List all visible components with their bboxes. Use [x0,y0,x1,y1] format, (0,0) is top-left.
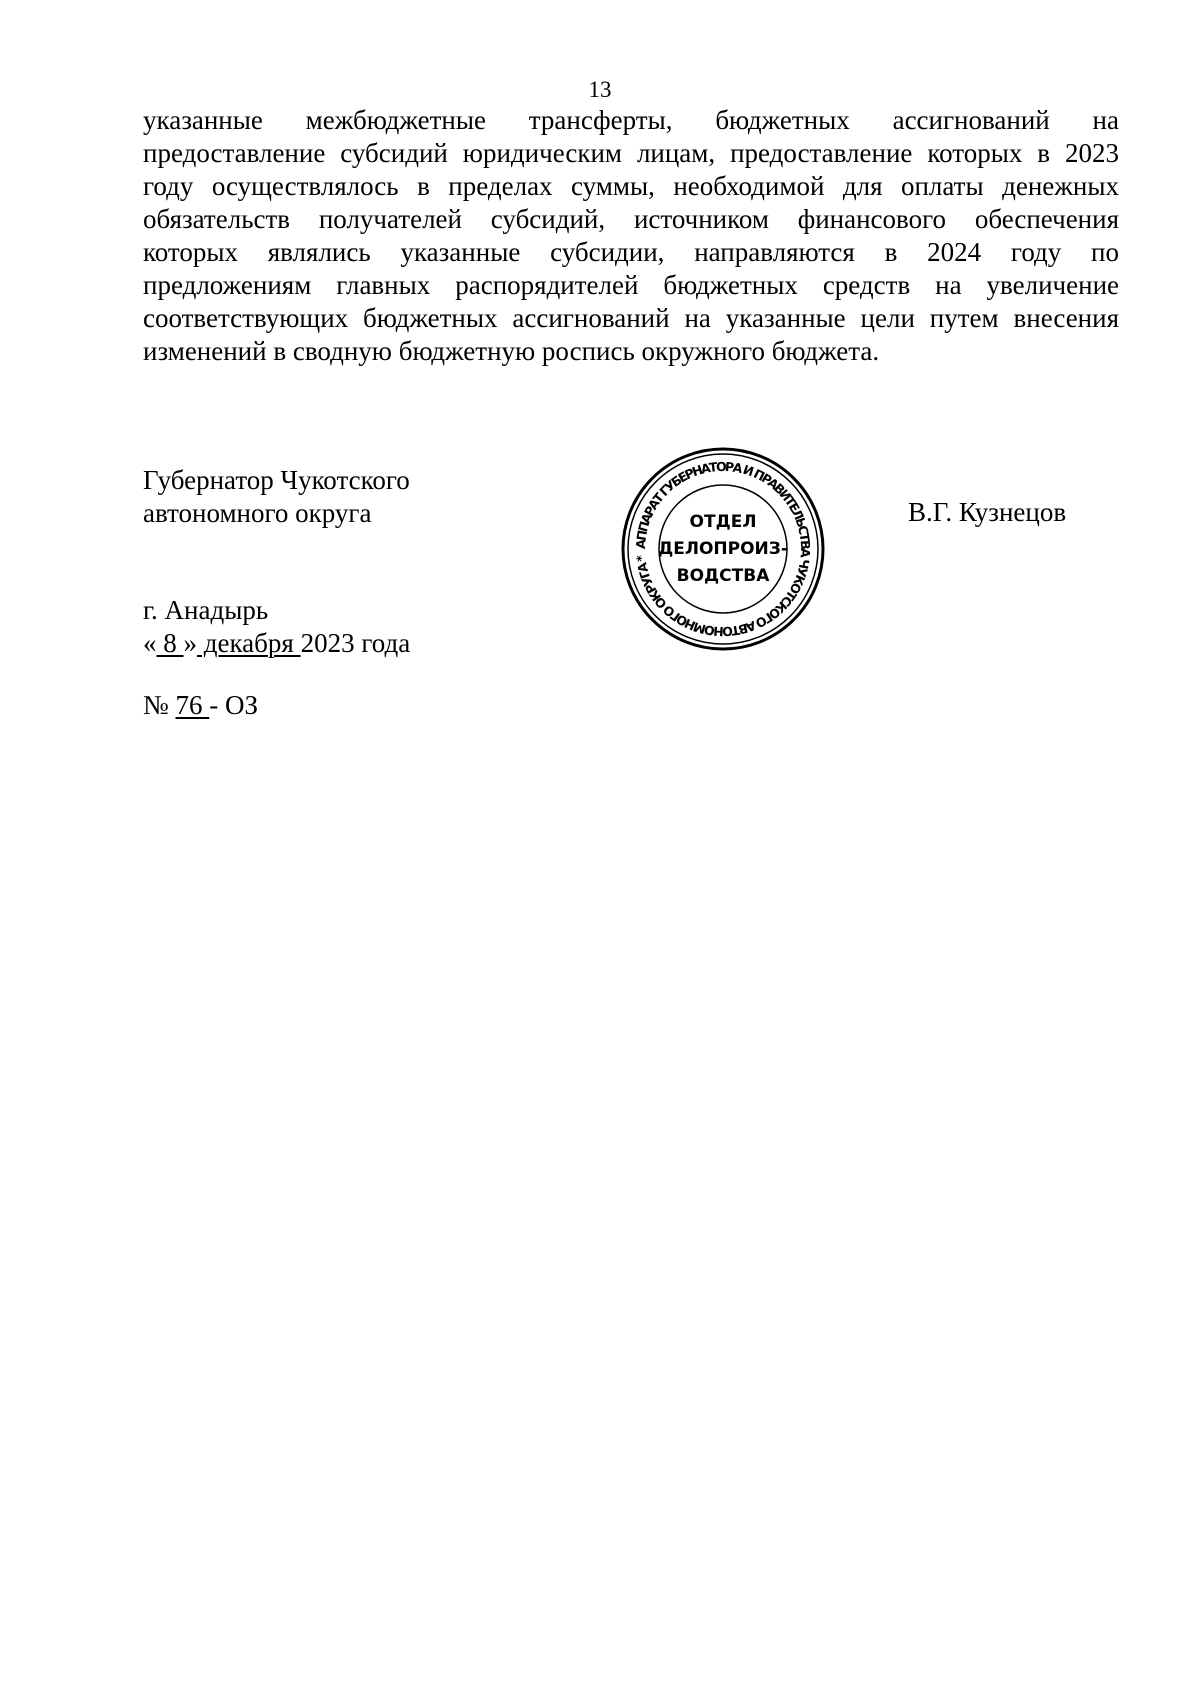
signing-date [143,627,410,660]
signer-title [143,464,410,530]
body-line: году осуществлялось в пределах суммы, необходимой для оплаты денежных [143,171,1119,201]
official-stamp [613,443,833,655]
page-number: 13 [588,77,612,102]
date-month: декабря [197,628,301,658]
body-line: предоставление субсидий юридическим лицам, предоставление которых в 2023 [143,138,1119,168]
body-line: предложениям главных распорядителей бюджетных средств на увеличение [143,270,1119,300]
signer-title-line: Губернатор Чукотского [143,465,410,495]
stamp-center-line: ОТДЕЛ [689,512,757,532]
law-number-value: 76 [175,690,210,720]
law-number-prefix: № [143,690,176,720]
stamp-center-line: ВОДСТВА [676,566,770,586]
body-line: обязательств получателей субсидий, источником финансового обеспечения [143,204,1119,234]
body-line: указанные межбюджетные трансферты, бюджетных ассигнований на [143,105,1119,135]
body-line: соответствующих бюджетных ассигнований на указанные цели путем внесения [143,303,1119,333]
stamp-center-line: ДЕЛОПРОИЗ- [658,539,788,559]
signer-name: В.Г. Кузнецов [908,497,1067,527]
date-year: 2023 года [300,628,411,658]
body-paragraph [143,104,1119,368]
law-number [143,689,258,722]
stamp-ring-text: АППАРАТ ГУБЕРНАТОРА И ПРАВИТЕЛЬСТВА ЧУКОТСКОГО АВТОНОМНОГО ОКРУГА * [632,458,814,640]
date-open-quote: « [143,628,157,658]
date-day: 8 [156,628,184,658]
law-number-suffix: - ОЗ [209,690,259,720]
signer-title-line: автономного округа [143,498,372,528]
signing-place: г. Анадырь [143,595,269,625]
date-close-quote: » [183,628,197,658]
body-line: изменений в сводную бюджетную роспись окружного бюджета. [143,336,880,366]
body-line: которых являлись указанные субсидии, направляются в 2024 году по [143,237,1119,267]
